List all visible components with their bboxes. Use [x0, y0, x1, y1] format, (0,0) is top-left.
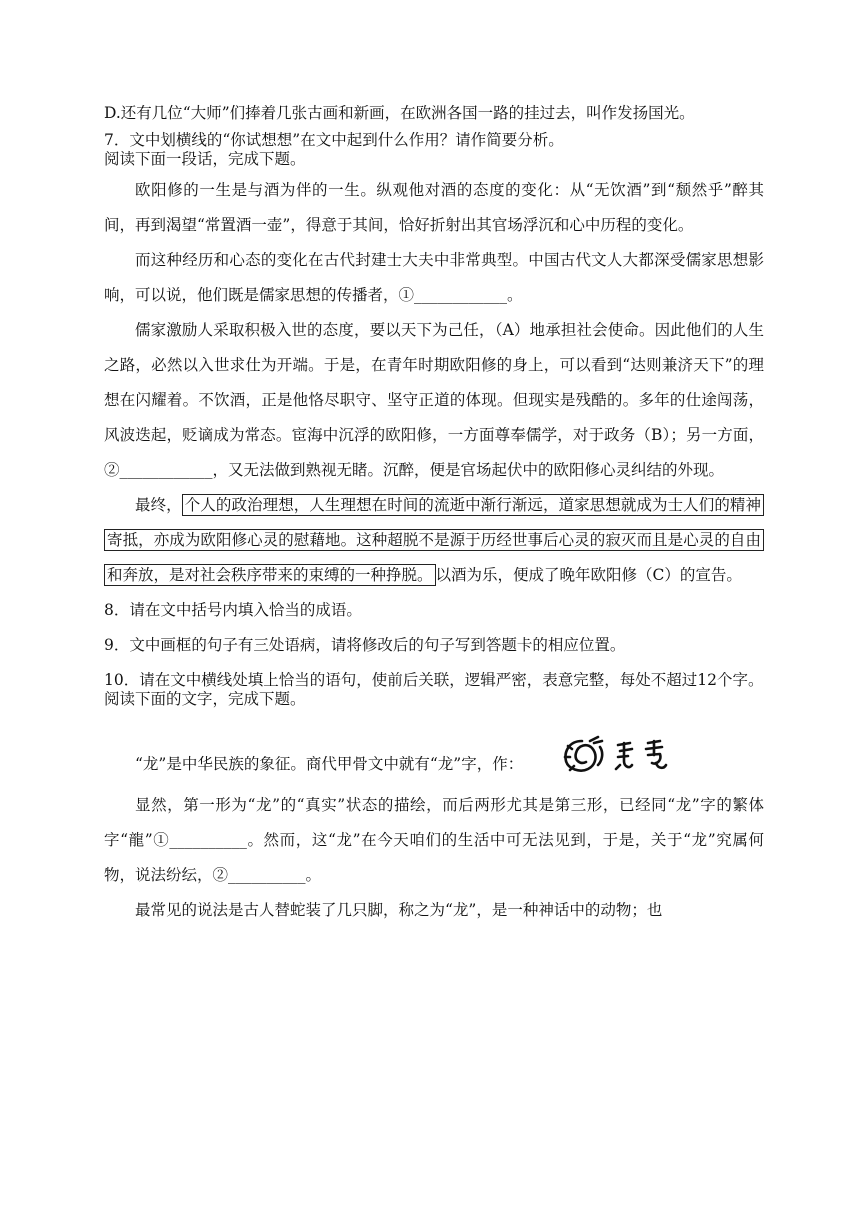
- reading-intro-2: 阅读下面的文字，完成下题。: [104, 690, 306, 708]
- passage1-paragraph-4: [104, 488, 764, 593]
- question-10: 10．请在文中横线处填上恰当的语句，使前后关联，逻辑严密，表意完整，每处不超过12个字。: [104, 671, 764, 689]
- question-7: 7．文中划横线的“你试想想”在文中起到什么作用？请作简要分析。: [104, 131, 564, 149]
- question-8: 8．请在文中括号内填入恰当的成语。: [104, 601, 362, 619]
- paragraph-4-tail: 以酒为乐，便成了晚年欧阳修（C）的宣告。: [435, 566, 742, 584]
- passage2-paragraph-1: [104, 735, 764, 788]
- passage2-paragraph-2: 显然，第一形为“龙”的“真实”状态的描绘，而后两形尤其是第三形，已经同“龙”字的繁体字“龍”①__________。然而，这“龙”在今天咱们的生活中可无法见到，于是，关于“龙”究属何物，说法纷纭，②__________。: [104, 796, 764, 884]
- reading-intro-1: 阅读下面一段话，完成下题。: [104, 150, 306, 168]
- passage2-paragraph-1-text: “龙”是中华民族的象征。商代甲骨文中就有“龙”字，作：: [135, 755, 524, 773]
- passage2-paragraph-3: 最常见的说法是古人替蛇装了几只脚，称之为“龙”，是一种神话中的动物；也: [135, 901, 663, 919]
- question-9: 9．文中画框的句子有三处语病，请将修改后的句子写到答题卡的相应位置。: [104, 636, 626, 654]
- document-page: [104, 96, 764, 928]
- option-d: D.还有几位“大师”们捧着几张古画和新画，在欧洲各国一路的挂过去，叫作发扬国光。: [104, 104, 695, 122]
- paragraph-4-lead: 最终，: [135, 496, 182, 514]
- passage1-paragraph-2: 而这种经历和心态的变化在古代封建士大夫中非常典型。中国古代文人大都深受儒家思想影响，可以说，他们既是儒家思想的传播者，①____________。: [104, 251, 764, 304]
- passage1-paragraph-3: 儒家激励人采取积极入世的态度，要以天下为己任，（A）地承担社会使命。因此他们的人生之路，必然以入世求仕为开端。于是，在青年时期欧阳修的身上，可以看到“达则兼济天下”的理想在闪耀着。不饮酒，正是他恪尽职守、坚守正道的体现。但现实是残酷的。多年的仕途闯荡，风波迭起，贬谪成为常态。宦海中沉浮的欧阳修，一方面尊奉儒学，对于政务（B）；另一方面，②____________，又无法做到熟视无睹。沉醉，便是官场起伏中的欧阳修心灵纠结的外现。: [104, 321, 764, 479]
- passage1-paragraph-1: 欧阳修的一生是与酒为伴的一生。纵观他对酒的态度的变化：从“无饮酒”到“颓然乎”醉其间，再到渴望“常置酒一壶”，得意于其间，恰好折射出其官场浮沉和心中历程的变化。: [104, 181, 764, 234]
- boxed-sentence: 个人的政治理想，人生理想在时间的流逝中渐行渐远，道家思想就成为士人们的精神寄抵，亦成为欧阳修心灵的慰藉地。这种超脱不是源于历经世事后心灵的寂灭而且是心灵的自由和奔放，是对社会秩序带来的束缚的一种挣脱。: [104, 494, 764, 586]
- oracle-bone-dragon-glyphs-icon: [529, 735, 672, 788]
